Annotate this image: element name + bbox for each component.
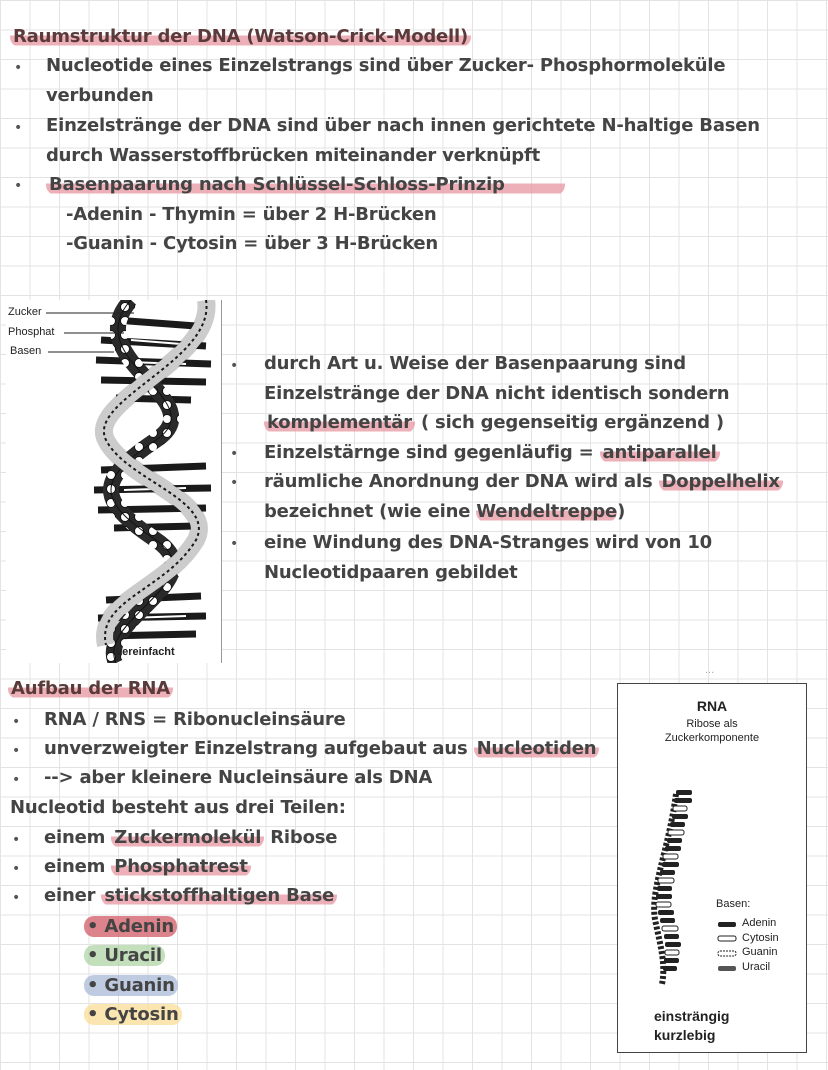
dna-title: Raumstruktur der DNA (Watson-Crick-Modell)	[10, 26, 471, 47]
note-4-line-2: Nucleotidpaaren gebildet	[264, 562, 518, 583]
bullet-dot: •	[12, 832, 21, 848]
note-1-line-2: Einzelstränge der DNA nicht identisch sondern	[264, 383, 730, 404]
rna-note-2: kurzlebig	[654, 1027, 716, 1043]
rna-part-1: einem Zuckermolekül Ribose	[44, 827, 338, 848]
label-basen: Basen	[10, 345, 42, 357]
legend-title: Basen:	[716, 898, 751, 910]
dna-bullet-1-line-2: verbunden	[46, 85, 154, 106]
note-2: Einzelstärnge sind gegenläufig = antiparallel	[264, 442, 720, 463]
bullet-dot: •	[12, 714, 21, 730]
bullet-dot: •	[12, 772, 21, 788]
bullet-dot: •	[14, 178, 23, 194]
rna-part-2: einem Phosphatrest	[44, 856, 251, 877]
base-guanin: • Guanin	[84, 975, 178, 996]
pair-guanin-cytosin: -Guanin - Cytosin = über 3 H-Brücken	[66, 233, 439, 254]
rna-title: Aufbau der RNA	[8, 678, 173, 699]
dna-bullet-3: Basenpaarung nach Schlüssel-Schloss-Prinzip	[46, 174, 565, 195]
bullet-dot: •	[14, 120, 23, 136]
rna-figure-subtitle-1: Ribose als	[686, 718, 738, 730]
label-zucker: Zucker	[8, 306, 42, 318]
base-uracil: • Uracil	[84, 945, 165, 966]
dna-bullet-2-line-1: Einzelstränge der DNA sind über nach innen gerichtete N-haltige Basen	[46, 115, 760, 136]
rna-figure-subtitle-2: Zuckerkomponente	[664, 732, 760, 744]
legend-guanin: Guanin	[742, 946, 778, 958]
bullet-dot: •	[230, 475, 239, 491]
base-cytosin: • Cytosin	[84, 1004, 182, 1025]
rna-bullet-2: unverzweigter Einzelstrang aufgebaut aus Nucleotiden	[44, 738, 599, 759]
rna-nucleotide-heading: Nucleotid besteht aus drei Teilen:	[10, 797, 346, 818]
bullet-dot: •	[230, 536, 239, 552]
base-adenin: • Adenin	[84, 916, 177, 937]
note-1-line-1: durch Art u. Weise der Basenpaarung sind	[264, 353, 686, 374]
more-icon: ...	[705, 664, 715, 676]
rna-bullet-1: RNA / RNS = Ribonucleinsäure	[44, 709, 346, 730]
rna-part-3: einer stickstoffhaltigen Base	[44, 885, 337, 906]
note-1-line-3: komplementär ( sich gegenseitig ergänzend )	[264, 412, 724, 433]
bullet-dot: •	[14, 60, 23, 76]
figure-caption: vereinfacht	[116, 646, 175, 658]
rna-bullet-3: --> aber kleinere Nucleinsäure als DNA	[44, 767, 433, 788]
pair-adenin-thymin: -Adenin - Thymin = über 2 H-Brücken	[66, 204, 437, 225]
dna-helix-figure	[6, 300, 222, 663]
dna-bullet-2-line-2: durch Wasserstoffbrücken miteinander verknüpft	[46, 145, 541, 166]
note-3-line-1: räumliche Anordnung der DNA wird als Doppelhelix	[264, 471, 783, 492]
bullet-dot: •	[12, 890, 21, 906]
bullet-dot: •	[12, 743, 21, 759]
legend-adenin: Adenin	[742, 917, 777, 929]
rna-note-1: einsträngig	[654, 1008, 730, 1024]
legend-uracil: Uracil	[742, 961, 771, 973]
legend-cytosin: Cytosin	[742, 932, 779, 944]
bullet-dot: •	[12, 861, 21, 877]
rna-strand-illustration	[618, 684, 806, 1052]
rna-figure-title: RNA	[696, 698, 728, 714]
note-3-line-2: bezeichnet (wie eine Wendeltreppe)	[264, 501, 626, 522]
note-4-line-1: eine Windung des DNA-Stranges wird von 10	[264, 532, 712, 553]
bullet-dot: •	[230, 358, 239, 374]
dna-bullet-1-line-1: Nucleotide eines Einzelstrangs sind über Zucker- Phosphormoleküle	[46, 55, 726, 76]
label-phosphat: Phosphat	[8, 326, 55, 338]
bullet-dot: •	[230, 446, 239, 462]
rna-figure	[617, 683, 807, 1053]
